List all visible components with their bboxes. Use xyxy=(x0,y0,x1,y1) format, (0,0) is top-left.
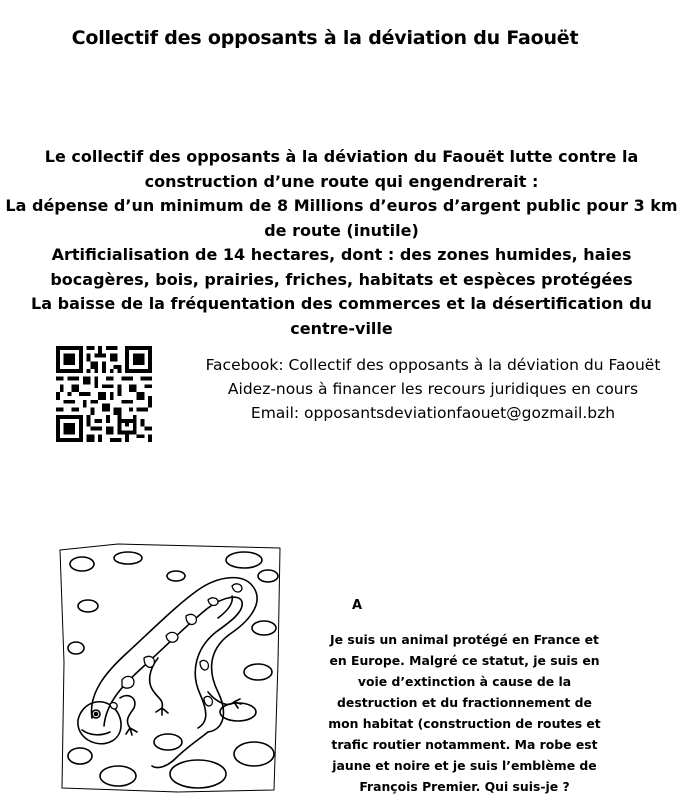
salamander-coloring-illustration xyxy=(58,542,283,794)
contact-block xyxy=(190,353,676,425)
riddle-line: destruction et du fractionnement de xyxy=(337,695,592,710)
intro-line: Artificialisation de 14 hectares, dont : des zones humides, haies xyxy=(51,245,632,264)
riddle-line: mon habitat (construction de routes et xyxy=(328,716,601,731)
intro-line: La dépense d’un minimum de 8 Millions d’euros d’argent public pour 3 km xyxy=(5,196,678,215)
riddle-line: voie d’extinction à cause de la xyxy=(357,674,572,689)
intro-line: construction d’une route qui engendrerait : xyxy=(144,171,539,191)
quiz-riddle xyxy=(322,629,607,797)
intro-line: La baisse de la fréquentation des commerces et la désertification du xyxy=(31,294,652,313)
facebook-link[interactable]: Facebook: Collectif des opposants à la déviation du Faouët xyxy=(205,356,661,374)
intro-line: de route (inutile) xyxy=(264,220,419,240)
riddle-line: jaune et noire et je suis l’emblème de xyxy=(332,758,597,773)
intro-text xyxy=(0,145,683,341)
intro-line: centre-ville xyxy=(290,318,393,338)
riddle-line: en Europe. Malgré ce statut, je suis en xyxy=(329,653,600,668)
page-title: Collectif des opposants à la déviation du Faouët xyxy=(71,27,579,49)
qr-code[interactable] xyxy=(56,346,152,442)
riddle-line: trafic routier notamment. Ma robe est xyxy=(331,737,598,752)
funding-appeal: Aidez-nous à financer les recours juridiques en cours xyxy=(227,380,639,398)
riddle-line: François Premier. Qui suis-je ? xyxy=(359,779,570,794)
intro-line: Le collectif des opposants à la déviation du Faouët lutte contre la xyxy=(44,147,639,166)
quiz-label: A xyxy=(352,598,363,613)
riddle-line: Je suis un animal protégé en France et xyxy=(330,632,599,647)
intro-line: bocagères, bois, prairies, friches, habitats et espèces protégées xyxy=(50,269,633,289)
email-link[interactable]: Email: opposantsdeviationfaouet@gozmail.bzh xyxy=(250,404,616,422)
